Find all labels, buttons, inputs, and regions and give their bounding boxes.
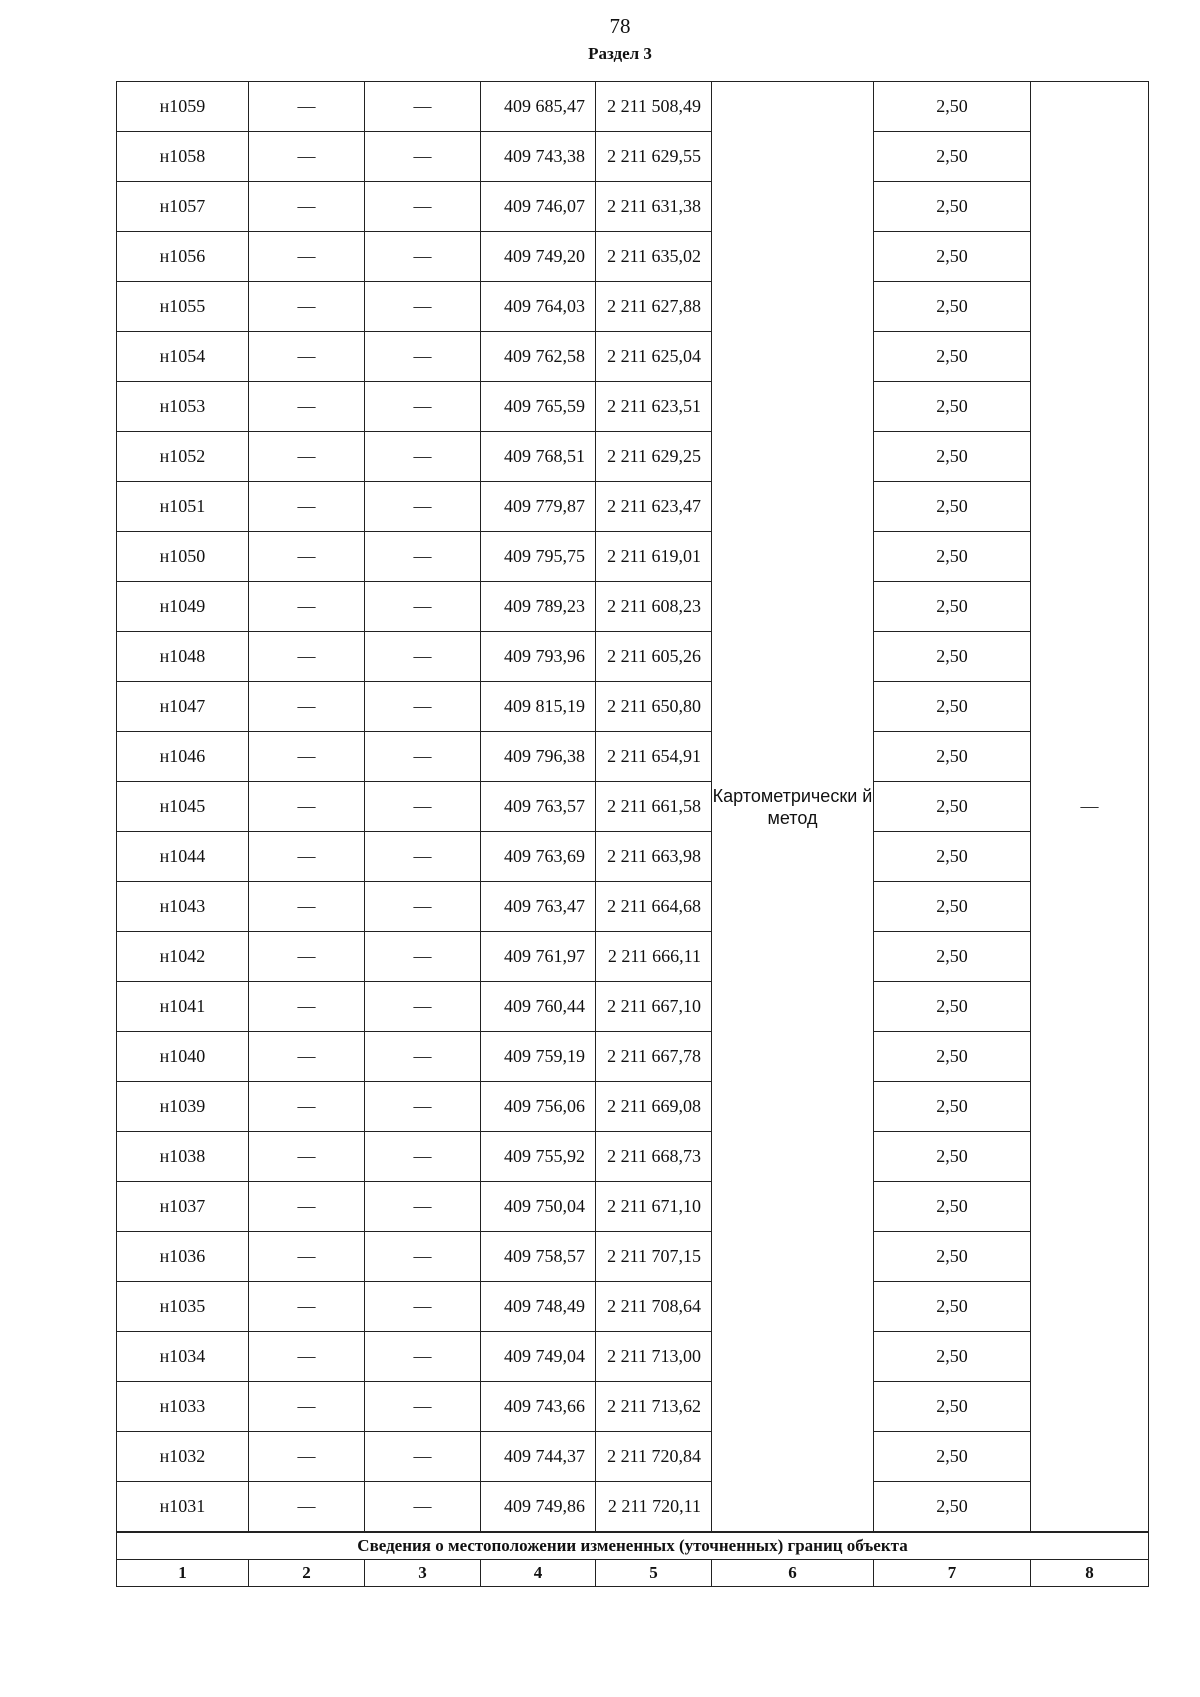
col3-cell: — bbox=[365, 282, 481, 332]
col2-cell: — bbox=[249, 1432, 365, 1482]
accuracy-cell: 2,50 bbox=[874, 1182, 1031, 1232]
accuracy-cell: 2,50 bbox=[874, 632, 1031, 682]
x-coordinate-cell: 409 750,04 bbox=[481, 1182, 596, 1232]
accuracy-cell: 2,50 bbox=[874, 1432, 1031, 1482]
col3-cell: — bbox=[365, 1132, 481, 1182]
table-row bbox=[117, 1132, 1149, 1182]
y-coordinate-cell: 2 211 661,58 bbox=[596, 782, 712, 832]
y-coordinate-cell: 2 211 671,10 bbox=[596, 1182, 712, 1232]
col3-cell: — bbox=[365, 332, 481, 382]
column-numbers-row bbox=[117, 1560, 1149, 1587]
table-row bbox=[117, 482, 1149, 532]
x-coordinate-cell: 409 743,38 bbox=[481, 132, 596, 182]
y-coordinate-cell: 2 211 664,68 bbox=[596, 882, 712, 932]
col2-cell: — bbox=[249, 882, 365, 932]
col2-cell: — bbox=[249, 1482, 365, 1533]
point-name-cell: н1051 bbox=[117, 482, 249, 532]
column-number: 4 bbox=[481, 1560, 596, 1587]
x-coordinate-cell: 409 762,58 bbox=[481, 332, 596, 382]
column-number: 2 bbox=[249, 1560, 365, 1587]
y-coordinate-cell: 2 211 650,80 bbox=[596, 682, 712, 732]
accuracy-cell: 2,50 bbox=[874, 1282, 1031, 1332]
table-row bbox=[117, 1432, 1149, 1482]
col2-cell: — bbox=[249, 782, 365, 832]
table-row bbox=[117, 1182, 1149, 1232]
y-coordinate-cell: 2 211 654,91 bbox=[596, 732, 712, 782]
col2-cell: — bbox=[249, 182, 365, 232]
accuracy-cell: 2,50 bbox=[874, 732, 1031, 782]
y-coordinate-cell: 2 211 635,02 bbox=[596, 232, 712, 282]
x-coordinate-cell: 409 685,47 bbox=[481, 82, 596, 132]
accuracy-cell: 2,50 bbox=[874, 532, 1031, 582]
x-coordinate-cell: 409 749,04 bbox=[481, 1332, 596, 1382]
col2-cell: — bbox=[249, 1332, 365, 1382]
y-coordinate-cell: 2 211 629,25 bbox=[596, 432, 712, 482]
point-name-cell: н1035 bbox=[117, 1282, 249, 1332]
table-row bbox=[117, 1382, 1149, 1432]
table-row bbox=[117, 1082, 1149, 1132]
column-number: 7 bbox=[874, 1560, 1031, 1587]
x-coordinate-cell: 409 764,03 bbox=[481, 282, 596, 332]
y-coordinate-cell: 2 211 608,23 bbox=[596, 582, 712, 632]
y-coordinate-cell: 2 211 667,78 bbox=[596, 1032, 712, 1082]
col3-cell: — bbox=[365, 1232, 481, 1282]
footer-title: Сведения о местоположении измененных (уточненных) границ объекта bbox=[117, 1532, 1149, 1560]
y-coordinate-cell: 2 211 720,11 bbox=[596, 1482, 712, 1533]
x-coordinate-cell: 409 789,23 bbox=[481, 582, 596, 632]
table-row bbox=[117, 982, 1149, 1032]
accuracy-cell: 2,50 bbox=[874, 832, 1031, 882]
accuracy-cell: 2,50 bbox=[874, 682, 1031, 732]
table-row bbox=[117, 232, 1149, 282]
col2-cell: — bbox=[249, 632, 365, 682]
point-name-cell: н1033 bbox=[117, 1382, 249, 1432]
point-name-cell: н1038 bbox=[117, 1132, 249, 1182]
point-name-cell: н1046 bbox=[117, 732, 249, 782]
accuracy-cell: 2,50 bbox=[874, 182, 1031, 232]
col2-cell: — bbox=[249, 132, 365, 182]
y-coordinate-cell: 2 211 667,10 bbox=[596, 982, 712, 1032]
col2-cell: — bbox=[249, 582, 365, 632]
table-row bbox=[117, 132, 1149, 182]
col3-cell: — bbox=[365, 982, 481, 1032]
col3-cell: — bbox=[365, 232, 481, 282]
accuracy-cell: 2,50 bbox=[874, 432, 1031, 482]
col2-cell: — bbox=[249, 682, 365, 732]
x-coordinate-cell: 409 743,66 bbox=[481, 1382, 596, 1432]
point-name-cell: н1040 bbox=[117, 1032, 249, 1082]
table-row bbox=[117, 732, 1149, 782]
x-coordinate-cell: 409 756,06 bbox=[481, 1082, 596, 1132]
col2-cell: — bbox=[249, 1382, 365, 1432]
point-name-cell: н1042 bbox=[117, 932, 249, 982]
col3-cell: — bbox=[365, 932, 481, 982]
col2-cell: — bbox=[249, 1182, 365, 1232]
accuracy-cell: 2,50 bbox=[874, 582, 1031, 632]
point-name-cell: н1056 bbox=[117, 232, 249, 282]
col2-cell: — bbox=[249, 1082, 365, 1132]
point-name-cell: н1037 bbox=[117, 1182, 249, 1232]
x-coordinate-cell: 409 793,96 bbox=[481, 632, 596, 682]
col3-cell: — bbox=[365, 732, 481, 782]
x-coordinate-cell: 409 763,69 bbox=[481, 832, 596, 882]
point-name-cell: н1043 bbox=[117, 882, 249, 932]
col2-cell: — bbox=[249, 232, 365, 282]
footer-title-row bbox=[117, 1532, 1149, 1560]
x-coordinate-cell: 409 744,37 bbox=[481, 1432, 596, 1482]
table-row bbox=[117, 332, 1149, 382]
x-coordinate-cell: 409 795,75 bbox=[481, 532, 596, 582]
y-coordinate-cell: 2 211 605,26 bbox=[596, 632, 712, 682]
col3-cell: — bbox=[365, 1332, 481, 1382]
y-coordinate-cell: 2 211 707,15 bbox=[596, 1232, 712, 1282]
table-body bbox=[117, 82, 1149, 1533]
x-coordinate-cell: 409 761,97 bbox=[481, 932, 596, 982]
point-name-cell: н1055 bbox=[117, 282, 249, 332]
y-coordinate-cell: 2 211 708,64 bbox=[596, 1282, 712, 1332]
x-coordinate-cell: 409 759,19 bbox=[481, 1032, 596, 1082]
accuracy-cell: 2,50 bbox=[874, 382, 1031, 432]
accuracy-cell: 2,50 bbox=[874, 82, 1031, 132]
col2-cell: — bbox=[249, 82, 365, 132]
table-row bbox=[117, 632, 1149, 682]
col2-cell: — bbox=[249, 1032, 365, 1082]
col2-cell: — bbox=[249, 1282, 365, 1332]
accuracy-cell: 2,50 bbox=[874, 282, 1031, 332]
accuracy-cell: 2,50 bbox=[874, 1132, 1031, 1182]
accuracy-cell: 2,50 bbox=[874, 232, 1031, 282]
table-row bbox=[117, 1332, 1149, 1382]
accuracy-cell: 2,50 bbox=[874, 1232, 1031, 1282]
y-coordinate-cell: 2 211 623,51 bbox=[596, 382, 712, 432]
table-row bbox=[117, 1282, 1149, 1332]
y-coordinate-cell: 2 211 720,84 bbox=[596, 1432, 712, 1482]
y-coordinate-cell: 2 211 668,73 bbox=[596, 1132, 712, 1182]
y-coordinate-cell: 2 211 663,98 bbox=[596, 832, 712, 882]
col3-cell: — bbox=[365, 182, 481, 232]
accuracy-cell: 2,50 bbox=[874, 132, 1031, 182]
table-row bbox=[117, 932, 1149, 982]
accuracy-cell: 2,50 bbox=[874, 332, 1031, 382]
x-coordinate-cell: 409 748,49 bbox=[481, 1282, 596, 1332]
y-coordinate-cell: 2 211 619,01 bbox=[596, 532, 712, 582]
y-coordinate-cell: 2 211 508,49 bbox=[596, 82, 712, 132]
col3-cell: — bbox=[365, 1382, 481, 1432]
point-name-cell: н1044 bbox=[117, 832, 249, 882]
point-name-cell: н1036 bbox=[117, 1232, 249, 1282]
col3-cell: — bbox=[365, 82, 481, 132]
col3-cell: — bbox=[365, 682, 481, 732]
col2-cell: — bbox=[249, 482, 365, 532]
col2-cell: — bbox=[249, 332, 365, 382]
col3-cell: — bbox=[365, 1282, 481, 1332]
point-name-cell: н1039 bbox=[117, 1082, 249, 1132]
table-row bbox=[117, 282, 1149, 332]
point-name-cell: н1034 bbox=[117, 1332, 249, 1382]
col3-cell: — bbox=[365, 132, 481, 182]
accuracy-cell: 2,50 bbox=[874, 932, 1031, 982]
col2-cell: — bbox=[249, 1132, 365, 1182]
point-name-cell: н1048 bbox=[117, 632, 249, 682]
point-name-cell: н1059 bbox=[117, 82, 249, 132]
accuracy-cell: 2,50 bbox=[874, 1082, 1031, 1132]
accuracy-cell: 2,50 bbox=[874, 1332, 1031, 1382]
accuracy-cell: 2,50 bbox=[874, 1482, 1031, 1533]
x-coordinate-cell: 409 746,07 bbox=[481, 182, 596, 232]
col2-cell: — bbox=[249, 382, 365, 432]
x-coordinate-cell: 409 815,19 bbox=[481, 682, 596, 732]
y-coordinate-cell: 2 211 669,08 bbox=[596, 1082, 712, 1132]
col3-cell: — bbox=[365, 1182, 481, 1232]
y-coordinate-cell: 2 211 623,47 bbox=[596, 482, 712, 532]
y-coordinate-cell: 2 211 625,04 bbox=[596, 332, 712, 382]
y-coordinate-cell: 2 211 629,55 bbox=[596, 132, 712, 182]
point-name-cell: н1045 bbox=[117, 782, 249, 832]
col2-cell: — bbox=[249, 1232, 365, 1282]
x-coordinate-cell: 409 796,38 bbox=[481, 732, 596, 782]
point-name-cell: н1050 bbox=[117, 532, 249, 582]
accuracy-cell: 2,50 bbox=[874, 982, 1031, 1032]
col3-cell: — bbox=[365, 582, 481, 632]
point-name-cell: н1058 bbox=[117, 132, 249, 182]
point-name-cell: н1053 bbox=[117, 382, 249, 432]
x-coordinate-cell: 409 765,59 bbox=[481, 382, 596, 432]
x-coordinate-cell: 409 763,47 bbox=[481, 882, 596, 932]
point-name-cell: н1052 bbox=[117, 432, 249, 482]
point-name-cell: н1049 bbox=[117, 582, 249, 632]
section-title: Раздел 3 bbox=[588, 44, 652, 63]
accuracy-cell: 2,50 bbox=[874, 482, 1031, 532]
table-row bbox=[117, 1482, 1149, 1533]
col3-cell: — bbox=[365, 1032, 481, 1082]
col2-cell: — bbox=[249, 432, 365, 482]
accuracy-cell: 2,50 bbox=[874, 1382, 1031, 1432]
table-row bbox=[117, 782, 1149, 832]
col3-cell: — bbox=[365, 482, 481, 532]
table-row bbox=[117, 1032, 1149, 1082]
table-row bbox=[117, 682, 1149, 732]
col3-cell: — bbox=[365, 632, 481, 682]
page-number: 78 bbox=[609, 14, 631, 38]
col2-cell: — bbox=[249, 982, 365, 1032]
method-cell: Картометрически й метод bbox=[712, 82, 874, 1533]
table-row bbox=[117, 532, 1149, 582]
x-coordinate-cell: 409 749,86 bbox=[481, 1482, 596, 1533]
x-coordinate-cell: 409 768,51 bbox=[481, 432, 596, 482]
col3-cell: — bbox=[365, 1482, 481, 1533]
col3-cell: — bbox=[365, 1082, 481, 1132]
accuracy-cell: 2,50 bbox=[874, 882, 1031, 932]
column-number: 8 bbox=[1031, 1560, 1149, 1587]
point-name-cell: н1031 bbox=[117, 1482, 249, 1533]
col2-cell: — bbox=[249, 932, 365, 982]
y-coordinate-cell: 2 211 713,00 bbox=[596, 1332, 712, 1382]
point-name-cell: н1057 bbox=[117, 182, 249, 232]
column-number: 5 bbox=[596, 1560, 712, 1587]
table-row bbox=[117, 882, 1149, 932]
table-row bbox=[117, 432, 1149, 482]
x-coordinate-cell: 409 758,57 bbox=[481, 1232, 596, 1282]
y-coordinate-cell: 2 211 666,11 bbox=[596, 932, 712, 982]
table-row bbox=[117, 82, 1149, 132]
x-coordinate-cell: 409 763,57 bbox=[481, 782, 596, 832]
x-coordinate-cell: 409 749,20 bbox=[481, 232, 596, 282]
table-row bbox=[117, 582, 1149, 632]
col2-cell: — bbox=[249, 282, 365, 332]
x-coordinate-cell: 409 755,92 bbox=[481, 1132, 596, 1182]
col2-cell: — bbox=[249, 832, 365, 882]
table-row bbox=[117, 382, 1149, 432]
col2-cell: — bbox=[249, 732, 365, 782]
column-number: 6 bbox=[712, 1560, 874, 1587]
col8-cell: — bbox=[1031, 82, 1149, 1533]
col3-cell: — bbox=[365, 532, 481, 582]
col3-cell: — bbox=[365, 432, 481, 482]
point-name-cell: н1054 bbox=[117, 332, 249, 382]
table-row bbox=[117, 1232, 1149, 1282]
x-coordinate-cell: 409 760,44 bbox=[481, 982, 596, 1032]
col3-cell: — bbox=[365, 782, 481, 832]
column-number: 1 bbox=[117, 1560, 249, 1587]
column-number: 3 bbox=[365, 1560, 481, 1587]
col3-cell: — bbox=[365, 882, 481, 932]
col3-cell: — bbox=[365, 382, 481, 432]
y-coordinate-cell: 2 211 627,88 bbox=[596, 282, 712, 332]
col3-cell: — bbox=[365, 832, 481, 882]
table-row bbox=[117, 182, 1149, 232]
y-coordinate-cell: 2 211 713,62 bbox=[596, 1382, 712, 1432]
point-name-cell: н1032 bbox=[117, 1432, 249, 1482]
coordinates-table bbox=[116, 81, 1149, 1587]
col2-cell: — bbox=[249, 532, 365, 582]
table-row bbox=[117, 832, 1149, 882]
point-name-cell: н1047 bbox=[117, 682, 249, 732]
x-coordinate-cell: 409 779,87 bbox=[481, 482, 596, 532]
point-name-cell: н1041 bbox=[117, 982, 249, 1032]
accuracy-cell: 2,50 bbox=[874, 782, 1031, 832]
col3-cell: — bbox=[365, 1432, 481, 1482]
accuracy-cell: 2,50 bbox=[874, 1032, 1031, 1082]
y-coordinate-cell: 2 211 631,38 bbox=[596, 182, 712, 232]
